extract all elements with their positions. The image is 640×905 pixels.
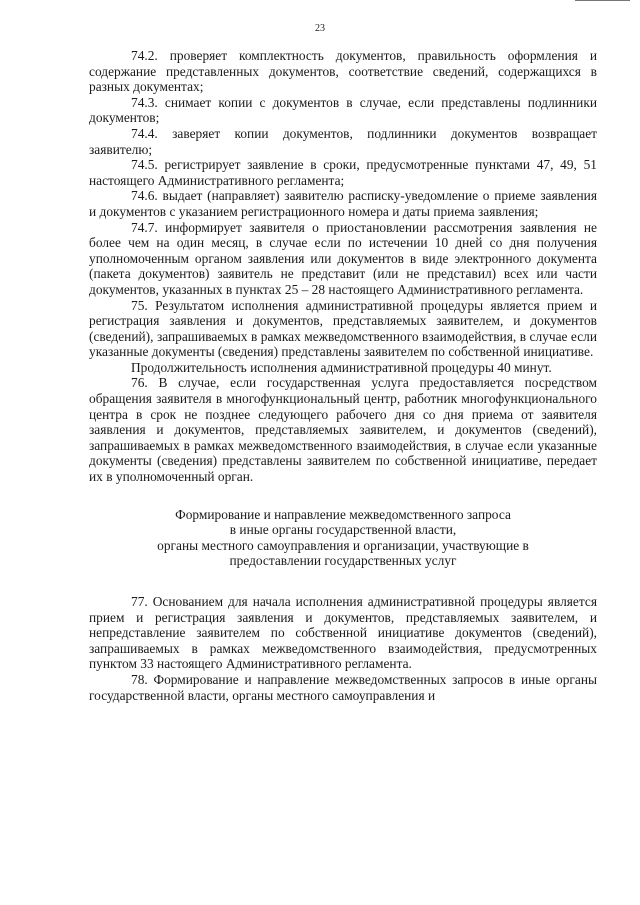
section-heading-line: в иные органы государственной власти, bbox=[229, 522, 457, 538]
paragraph-74-3: 74.3. снимает копии с документов в случае, если представлены подлинники документов; bbox=[89, 94, 597, 126]
paragraph-76: 76. В случае, если государственная услуга предоставляется посредством обращения заявителя в многофункциональный центр, работник многофункционального центра в срок не позднее следующего рабочего дня со дня приема от заявителя заявления и документов, представляемых заявителем, и документов (сведений), запрашиваемых в рамках межведомственного взаимодействия, в случае если указанные документы (сведения) представлены заявителем по собственной инициативе, передает их в уполномоченный орган. bbox=[89, 375, 597, 485]
scan-edge-line bbox=[575, 0, 630, 1]
paragraph-75: 75. Результатом исполнения административной процедуры является прием и регистрация заявления и документов, представляемых заявителем, и документов (сведений), запрашиваемых в рамках межведомственного взаимодействия, в случае если указанные документы (сведения) представлены заявителем по собственной инициативе. bbox=[89, 297, 597, 360]
paragraph-74-7: 74.7. информирует заявителя о приостановлении рассмотрения заявления не более чем на один месяц, в случае если по истечении 10 дней со дня получения уполномоченным органом заявления или документов в виде электронного документа (пакета документов) заявитель не представит (или не представил) всех или части документов, указанных в пунктах 25 – 28 настоящего Административного регламента. bbox=[89, 219, 597, 297]
section-heading-line: предоставлении государственных услуг bbox=[229, 553, 457, 569]
paragraph-74-5: 74.5. регистрирует заявление в сроки, предусмотренные пунктами 47, 49, 51 настоящего Административного регламента; bbox=[89, 157, 597, 188]
paragraph-74-2: 74.2. проверяет комплектность документов, правильность оформления и содержание представленных документов, соответствие сведений, содержащихся в разных документах; bbox=[89, 48, 597, 95]
section-heading-line: Формирование и направление межведомственного запроса bbox=[175, 506, 511, 522]
paragraph-duration: Продолжительность исполнения административной процедуры 40 минут. bbox=[131, 359, 552, 375]
paragraph-74-4: 74.4. заверяет копии документов, подлинники документов возвращает заявителю; bbox=[89, 125, 597, 157]
paragraph-77: 77. Основанием для начала исполнения административной процедуры является прием и регистрация заявления и документов, представляемых заявителем, и непредставление заявителем по собственной инициативе документов (сведений), запрашиваемых в рамках межведомственного взаимодействия, предусмотренных пунктом 33 настоящего Административного регламента. bbox=[89, 594, 597, 672]
paragraph-78: 78. Формирование и направление межведомственных запросов в иные органы государственной власти, органы местного самоуправления и bbox=[89, 671, 597, 703]
section-heading bbox=[89, 507, 597, 569]
page-number: 23 bbox=[315, 23, 325, 34]
paragraph-74-6: 74.6. выдает (направляет) заявителю расписку-уведомление о приеме заявления и документов с указанием регистрационного номера и даты приема заявления; bbox=[89, 188, 597, 219]
document-body bbox=[89, 48, 597, 703]
section-heading-line: органы местного самоуправления и организации, участвующие в bbox=[157, 537, 529, 553]
